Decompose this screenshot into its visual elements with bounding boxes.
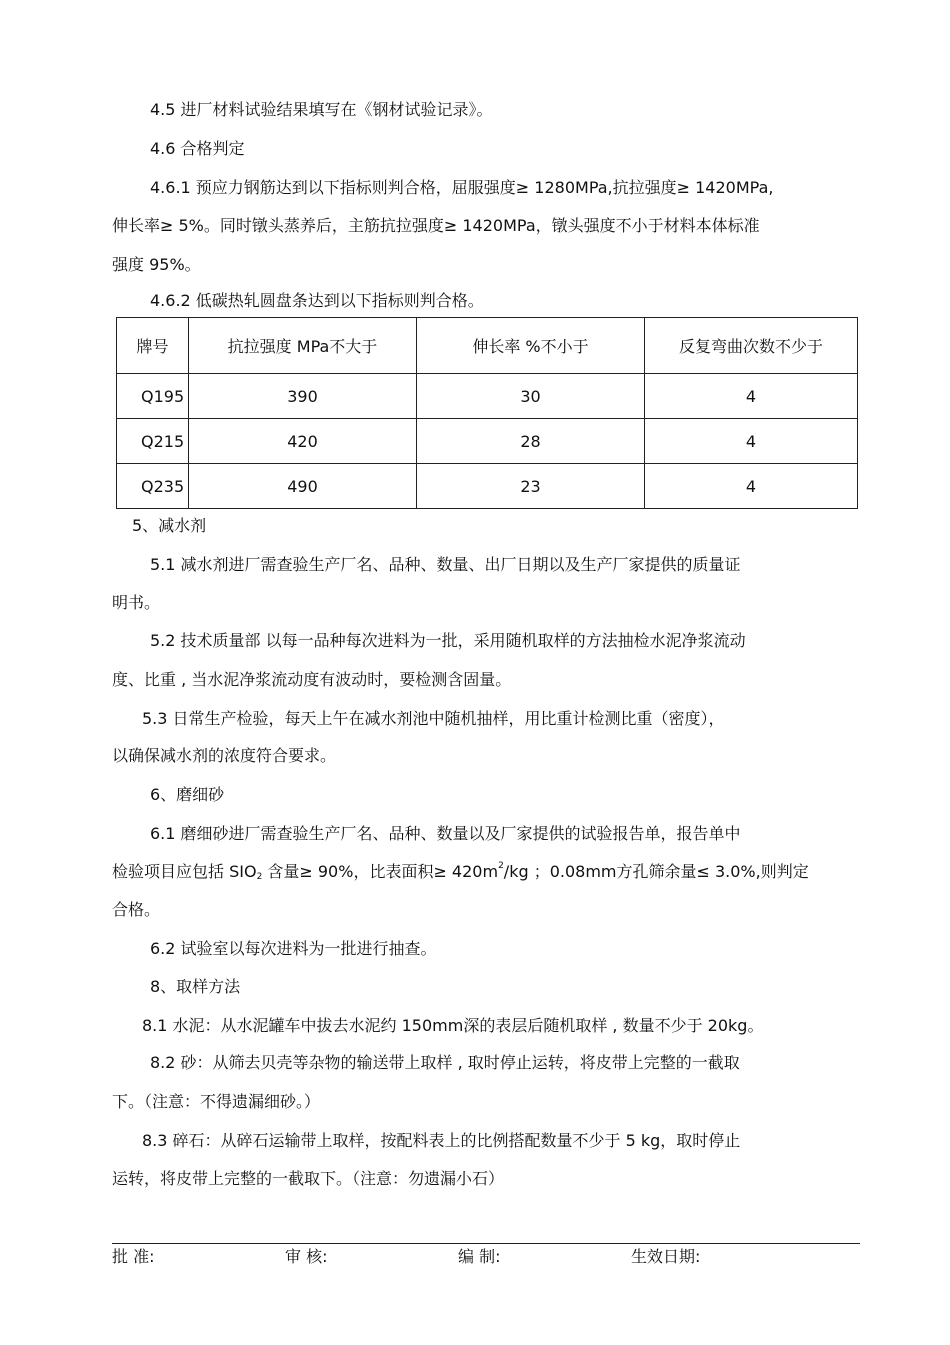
header-grade: 牌号 [117, 318, 189, 374]
cell-tensile: 390 [189, 374, 417, 419]
cell-bending: 4 [645, 464, 858, 509]
cell-elongation: 23 [417, 464, 645, 509]
para-8-1: 8.1 水泥：从水泥罐车中拔去水泥约 150mm深的表层后随机取样 , 数量不少于 20kg。 [142, 1016, 764, 1035]
cell-elongation: 30 [417, 374, 645, 419]
cell-grade: Q215 [117, 419, 189, 464]
footer-approve: 批 准: [112, 1247, 155, 1266]
table-row [117, 374, 858, 419]
para-6-1-line2: 检验项目应包括 $SIO_2$ 含量≥ 90%，比表面积≥ $420m^2/kg$ ；0.08mm方孔筛余量≤ 3.0%,则判定 [112, 861, 809, 882]
para-8-2-line1: 8.2 砂：从筛去贝壳等杂物的输送带上取样 , 取时停止运转，将皮带上完整的一截取 [150, 1053, 740, 1072]
para-4-6-1-line2: 伸长率≥ 5%。同时镦头蒸养后，主筋抗拉强度≥ 1420MPa，镦头强度不小于材料本体标准 [112, 216, 760, 235]
para-8-2-line2: 下。（注意：不得遗漏细砂。） [112, 1092, 321, 1111]
para-4-6-1-line3: 强度 95%。 [112, 255, 201, 274]
footer-compile: 编 制: [458, 1247, 501, 1266]
para-8-3-line2: 运转，将皮带上完整的一截取下。（注意：勿遗漏小石） [112, 1169, 505, 1188]
cell-elongation: 28 [417, 419, 645, 464]
cell-tensile: 420 [189, 419, 417, 464]
header-bending: 反复弯曲次数不少于 [645, 318, 858, 374]
para-4-6-2: 4.6.2 低碳热轧圆盘条达到以下指标则判合格。 [150, 291, 484, 310]
table-row [117, 464, 858, 509]
para-5-3-line1: 5.3 日常生产检验，每天上午在减水剂池中随机抽样，用比重计检测比重（密度）， [142, 709, 725, 728]
cell-bending: 4 [645, 419, 858, 464]
section-8-heading: 8、取样方法 [150, 977, 241, 996]
para-6-1-line3: 合格。 [112, 900, 161, 919]
footer-effective-date: 生效日期: [631, 1247, 701, 1266]
steel-spec-table [116, 317, 858, 509]
cell-grade: Q195 [117, 374, 189, 419]
section-6-heading: 6、磨细砂 [150, 785, 225, 804]
header-tensile: 抗拉强度 MPa不大于 [189, 318, 417, 374]
para-5-1-line2: 明书。 [112, 593, 161, 612]
table-header-row [117, 318, 858, 374]
para-6-1-line1: 6.1 磨细砂进厂需查验生产厂名、品种、数量以及厂家提供的试验报告单，报告单中 [150, 824, 741, 843]
para-6-2: 6.2 试验室以每次进料为一批进行抽查。 [150, 939, 437, 958]
para-4-6-1-line1: 4.6.1 预应力钢筋达到以下指标则判合格，屈服强度≥ 1280MPa,抗拉强度≥ 1420MPa, [150, 178, 774, 197]
para-5-1-line1: 5.1 减水剂进厂需查验生产厂名、品种、数量、出厂日期以及生产厂家提供的质量证 [150, 555, 741, 574]
para-8-3-line1: 8.3 碎石：从碎石运输带上取样，按配料表上的比例搭配数量不少于 5 kg，取时停止 [142, 1131, 741, 1150]
cell-grade: Q235 [117, 464, 189, 509]
para-5-3-line2: 以确保减水剂的浓度符合要求。 [112, 746, 337, 765]
footer-review: 审 核: [285, 1247, 328, 1266]
section-5-heading: 5、减水剂 [132, 516, 207, 535]
footer-divider [112, 1243, 860, 1244]
para-5-2-line2: 度、比重 , 当水泥净浆流动度有波动时，要检测含固量。 [112, 670, 512, 689]
para-4-5: 4.5 进厂材料试验结果填写在《钢材试验记录》。 [150, 100, 493, 119]
cell-bending: 4 [645, 374, 858, 419]
para-5-2-line1: 5.2 技术质量部 以每一品种每次进料为一批，采用随机取样的方法抽检水泥净浆流动 [150, 631, 746, 650]
table-row [117, 419, 858, 464]
header-elongation: 伸长率 %不小于 [417, 318, 645, 374]
cell-tensile: 490 [189, 464, 417, 509]
heading-4-6: 4.6 合格判定 [150, 139, 245, 158]
